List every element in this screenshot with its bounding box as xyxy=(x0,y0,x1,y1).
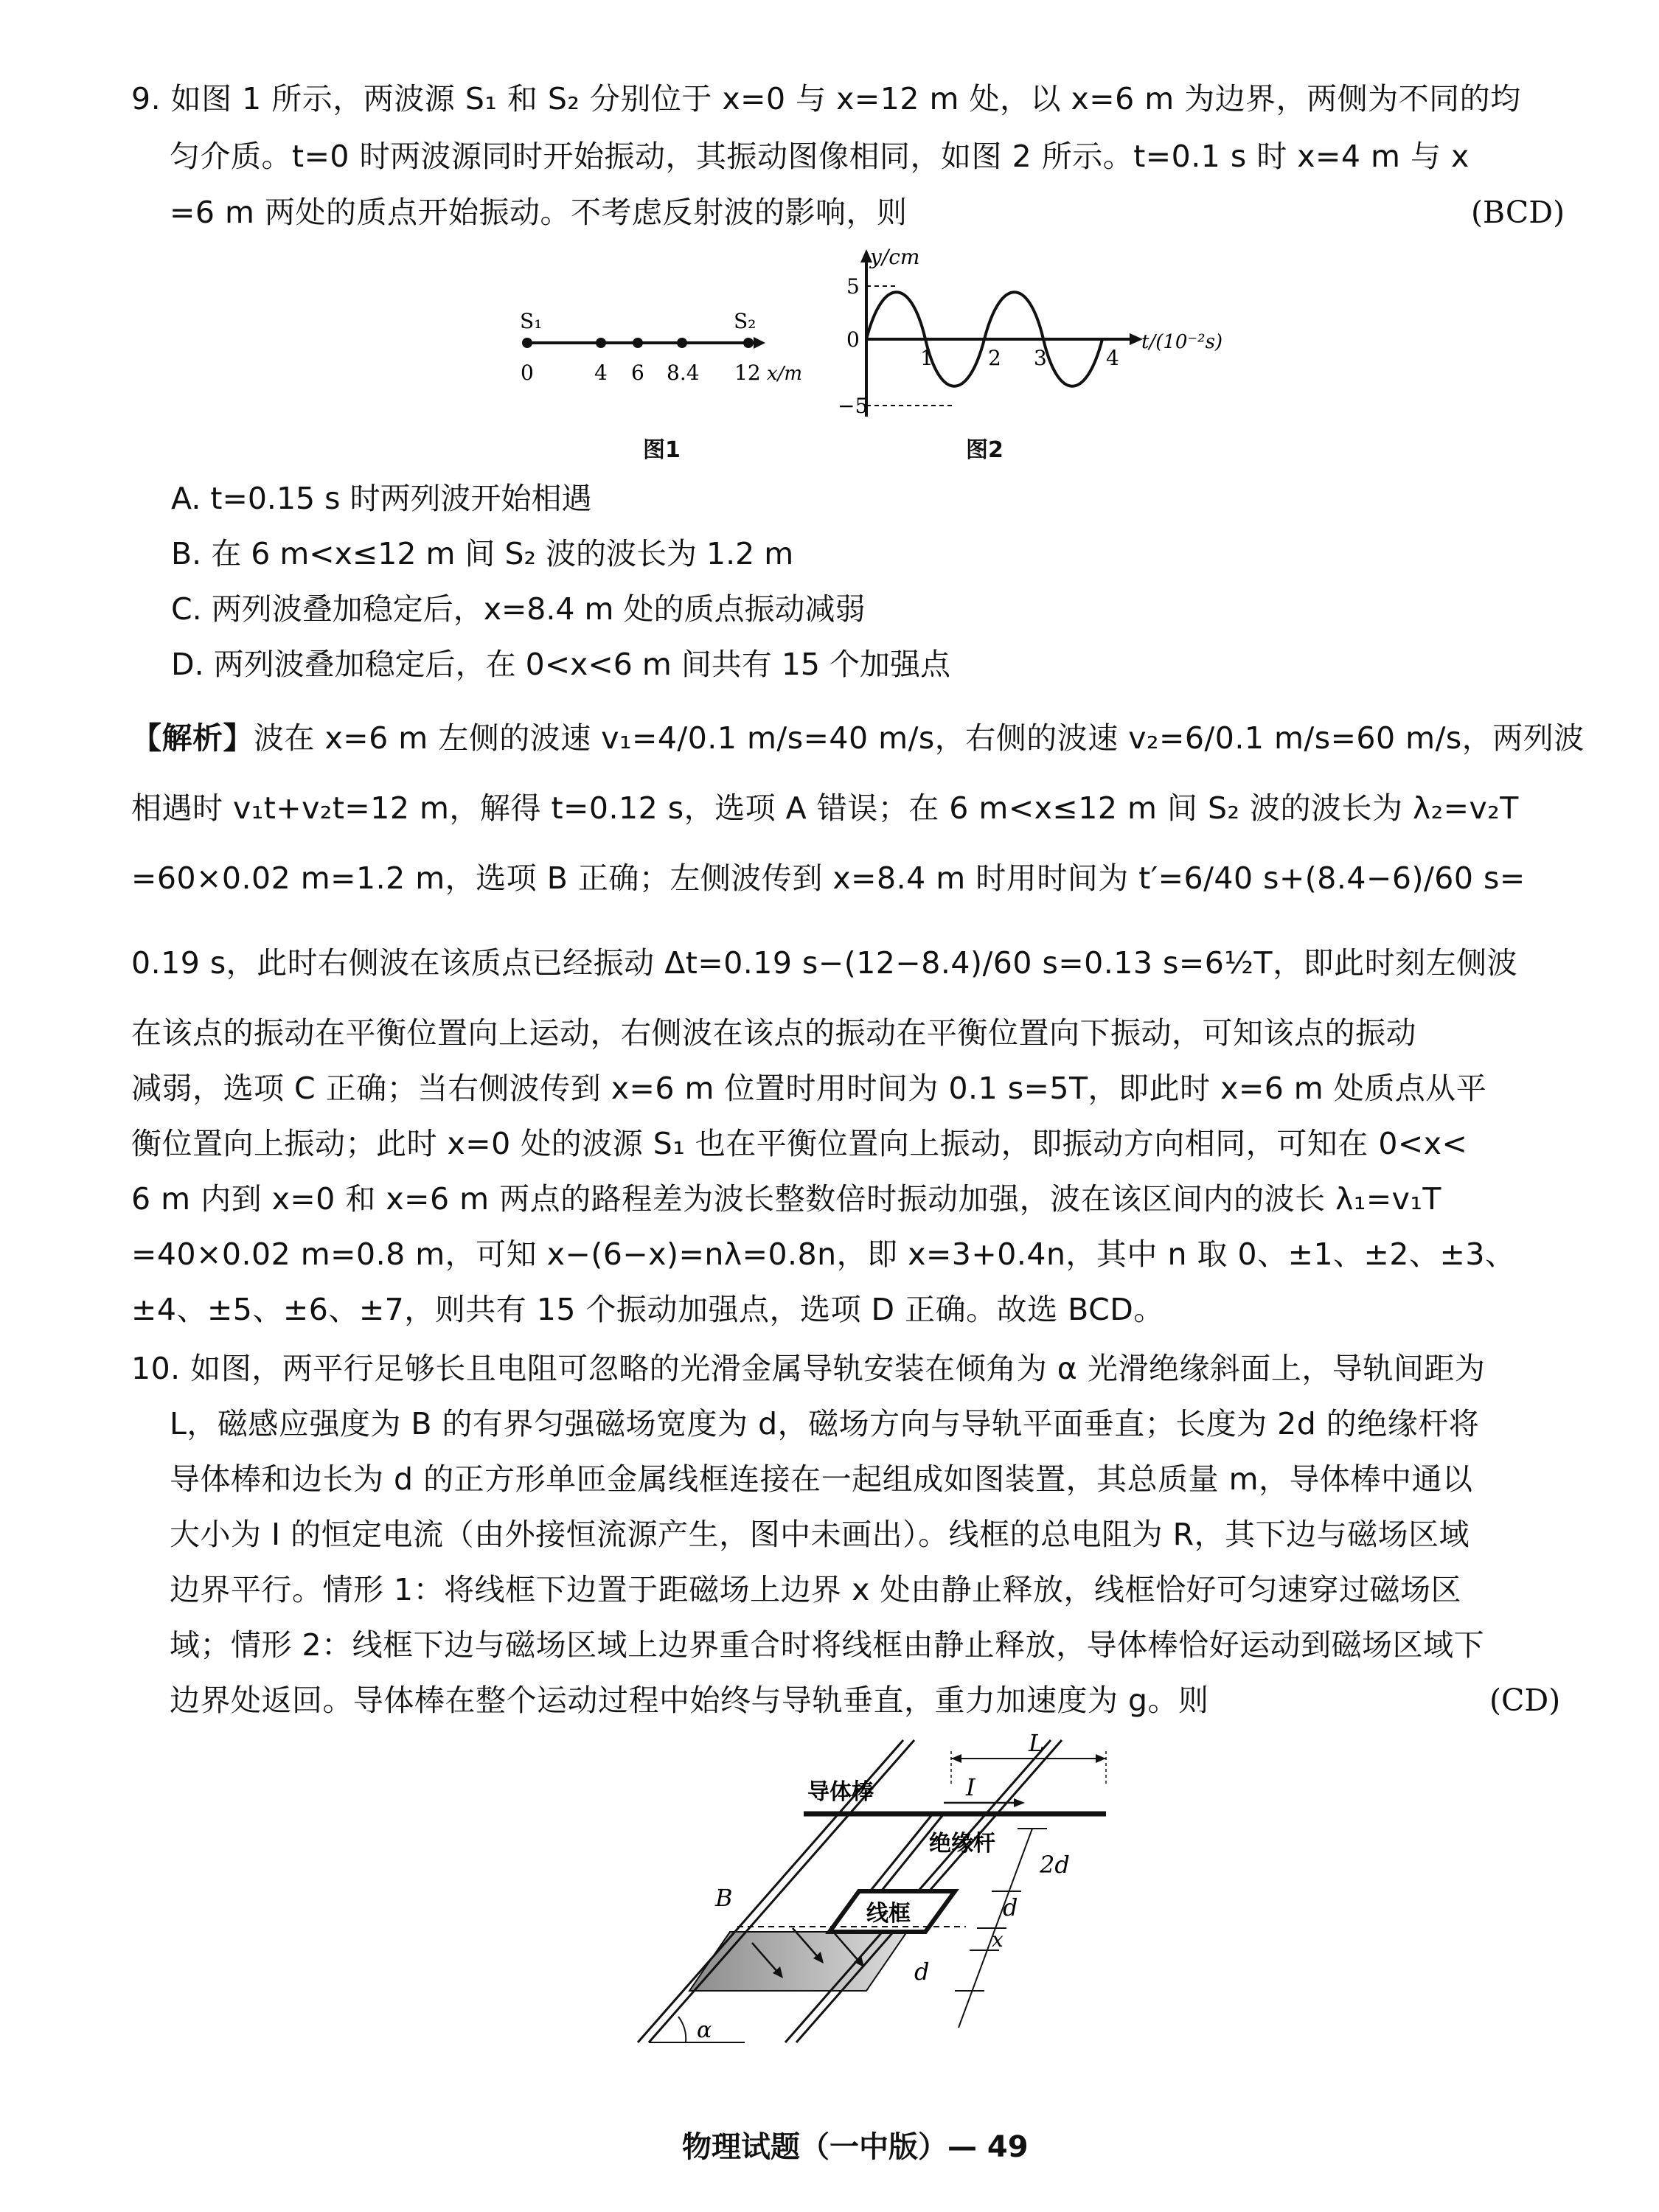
analysis-text-1: 波在 x=6 m 左侧的波速 v₁=4/0.1 m/s=40 m/s，右侧的波速 v₂=6/0.1 m/s=60 m/s，两列波 xyxy=(254,720,1585,756)
q9-figure-2 xyxy=(833,243,1246,428)
q9-figure-1 xyxy=(509,302,818,420)
fig1-s1-label: S₁ xyxy=(520,309,543,333)
q9-analysis-line-3: =60×0.02 m=1.2 m，选项 B 正确；左侧波传到 x=8.4 m 时用时间为 t′=6/40 s+(8.4−6)/60 s= xyxy=(131,860,1526,896)
fig2-x-tick-2: 2 xyxy=(988,346,1001,370)
fig10-frame-label: 线框 xyxy=(866,1901,911,1927)
q9-analysis-line-5: 在该点的振动在平衡位置向上运动，右侧波在该点的振动在平衡位置向下振动，可知该点的振动 xyxy=(131,1015,1416,1051)
q9-analysis-line-8: 6 m 内到 x=0 和 x=6 m 两点的路程差为波长整数倍时振动加强，波在该区间内的波长 λ₁=v₁T xyxy=(131,1181,1441,1217)
q10-stem-line-2: L，磁感应强度为 B 的有界匀强磁场宽度为 d，磁场方向与导轨平面垂直；长度为 2d 的绝缘杆将 xyxy=(170,1406,1480,1441)
fig1-tick-4: 4 xyxy=(594,361,608,385)
q9-analysis-line-2: 相遇时 v₁t+v₂t=12 m，解得 t=0.12 s，选项 A 错误；在 6 m<x≤12 m 间 S₂ 波的波长为 λ₂=v₂T xyxy=(131,790,1519,826)
page-footer: 物理试题（一中版）— 49 xyxy=(682,2130,1029,2164)
q10-stem-line-3: 导体棒和边长为 d 的正方形单匝金属线框连接在一起组成如图装置，其总质量 m，导体棒中通以 xyxy=(170,1461,1473,1497)
fig2-x-tick-3: 3 xyxy=(1034,346,1047,370)
fig10-rod-label: 导体棒 xyxy=(807,1779,874,1805)
fig2-x-tick-4: 4 xyxy=(1106,346,1119,370)
q9-analysis-line-4: 0.19 s，此时右侧波在该质点已经振动 Δt=0.19 s−(12−8.4)/60 s=0.13 s=6½T，即此时刻左侧波 xyxy=(131,945,1518,981)
q9-stem-line-1: 9. 如图 1 所示，两波源 S₁ 和 S₂ 分别位于 x=0 与 x=12 m 处，以 x=6 m 为边界，两侧为不同的均 xyxy=(131,81,1521,116)
fig10-d-label-1: d xyxy=(1003,1893,1018,1921)
fig10-2d-label: 2d xyxy=(1040,1851,1070,1879)
analysis-label: 【解析】 xyxy=(131,720,254,756)
fig1-tick-12: 12 xyxy=(734,361,761,385)
q9-analysis-line-9: =40×0.02 m=0.8 m，可知 x−(6−x)=nλ=0.8n，即 x=3+0.4n，其中 n 取 0、±1、±2、±3、 xyxy=(131,1237,1516,1272)
fig10-L-label: L xyxy=(1029,1729,1045,1757)
q10-stem-line-6: 域；情形 2：线框下边与磁场区域上边界重合时将线框由静止释放，导体棒恰好运动到磁场区域下 xyxy=(170,1627,1485,1663)
fig1-s2-label: S₂ xyxy=(734,309,757,333)
q9-answer: (BCD) xyxy=(1471,195,1565,230)
fig1-tick-8-4: 8.4 xyxy=(667,361,700,385)
q10-figure xyxy=(619,1725,1150,2072)
q9-option-a: A. t=0.15 s 时两列波开始相遇 xyxy=(171,481,592,516)
fig10-d-label-2: d xyxy=(914,1958,930,1986)
fig2-x-label: t/(10⁻²s) xyxy=(1141,331,1223,353)
q9-analysis-line-10: ±4、±5、±6、±7，则共有 15 个振动加强点，选项 D 正确。故选 BCD。 xyxy=(131,1292,1164,1327)
q9-option-b: B. 在 6 m<x≤12 m 间 S₂ 波的波长为 1.2 m xyxy=(171,536,794,571)
fig10-x-label: x xyxy=(992,1927,1004,1952)
q10-stem-line-4: 大小为 I 的恒定电流（由外接恒流源产生，图中未画出）。线框的总电阻为 R，其下边与磁场区域 xyxy=(170,1517,1470,1552)
fig10-bar-label: 绝缘杆 xyxy=(929,1831,995,1857)
q10-stem-line-7: 边界处返回。导体棒在整个运动过程中始终与导轨垂直，重力加速度为 g。则 xyxy=(170,1683,1209,1718)
fig2-y-tick-neg5: −5 xyxy=(838,394,869,418)
fig10-B-label: B xyxy=(715,1884,733,1912)
fig2-y-label: y/cm xyxy=(870,245,920,269)
q9-analysis-line-7: 衡位置向上振动；此时 x=0 处的波源 S₁ 也在平衡位置向上振动，即振动方向相同，可知在 0<x< xyxy=(131,1126,1468,1161)
fig1-tick-6: 6 xyxy=(631,361,644,385)
fig2-x-tick-1: 1 xyxy=(920,346,933,370)
fig2-caption: 图2 xyxy=(966,437,1004,463)
fig1-tick-0: 0 xyxy=(521,361,534,385)
fig10-I-label: I xyxy=(966,1773,975,1801)
q9-stem-line-3: =6 m 两处的质点开始振动。不考虑反射波的影响，则 xyxy=(170,195,908,230)
q9-stem-line-2: 匀介质。t=0 时两波源同时开始振动，其振动图像相同，如图 2 所示。t=0.1 s 时 x=4 m 与 x xyxy=(170,139,1470,174)
q9-option-d: D. 两列波叠加稳定后，在 0<x<6 m 间共有 15 个加强点 xyxy=(171,647,951,682)
fig1-axis-label: x/m xyxy=(767,363,803,385)
q9-analysis-line-6: 减弱，选项 C 正确；当右侧波传到 x=6 m 位置时用时间为 0.1 s=5T，即此时 x=6 m 处质点从平 xyxy=(131,1071,1487,1106)
q10-stem-line-5: 边界平行。情形 1：将线框下边置于距磁场上边界 x 处由静止释放，线框恰好可匀速穿过磁场区 xyxy=(170,1572,1461,1607)
fig1-caption: 图1 xyxy=(643,437,681,463)
fig2-y-tick-0: 0 xyxy=(846,327,860,352)
fig2-y-tick-5: 5 xyxy=(846,274,860,299)
q9-analysis-line-1 xyxy=(131,719,1585,757)
q10-stem-line-1: 10. 如图，两平行足够长且电阻可忽略的光滑金属导轨安装在倾角为 α 光滑绝缘斜面上，导轨间距为 xyxy=(131,1351,1486,1386)
q10-answer: (CD) xyxy=(1489,1683,1561,1718)
fig10-alpha-label: α xyxy=(697,2017,712,2043)
q9-option-c: C. 两列波叠加稳定后，x=8.4 m 处的质点振动减弱 xyxy=(171,591,866,627)
